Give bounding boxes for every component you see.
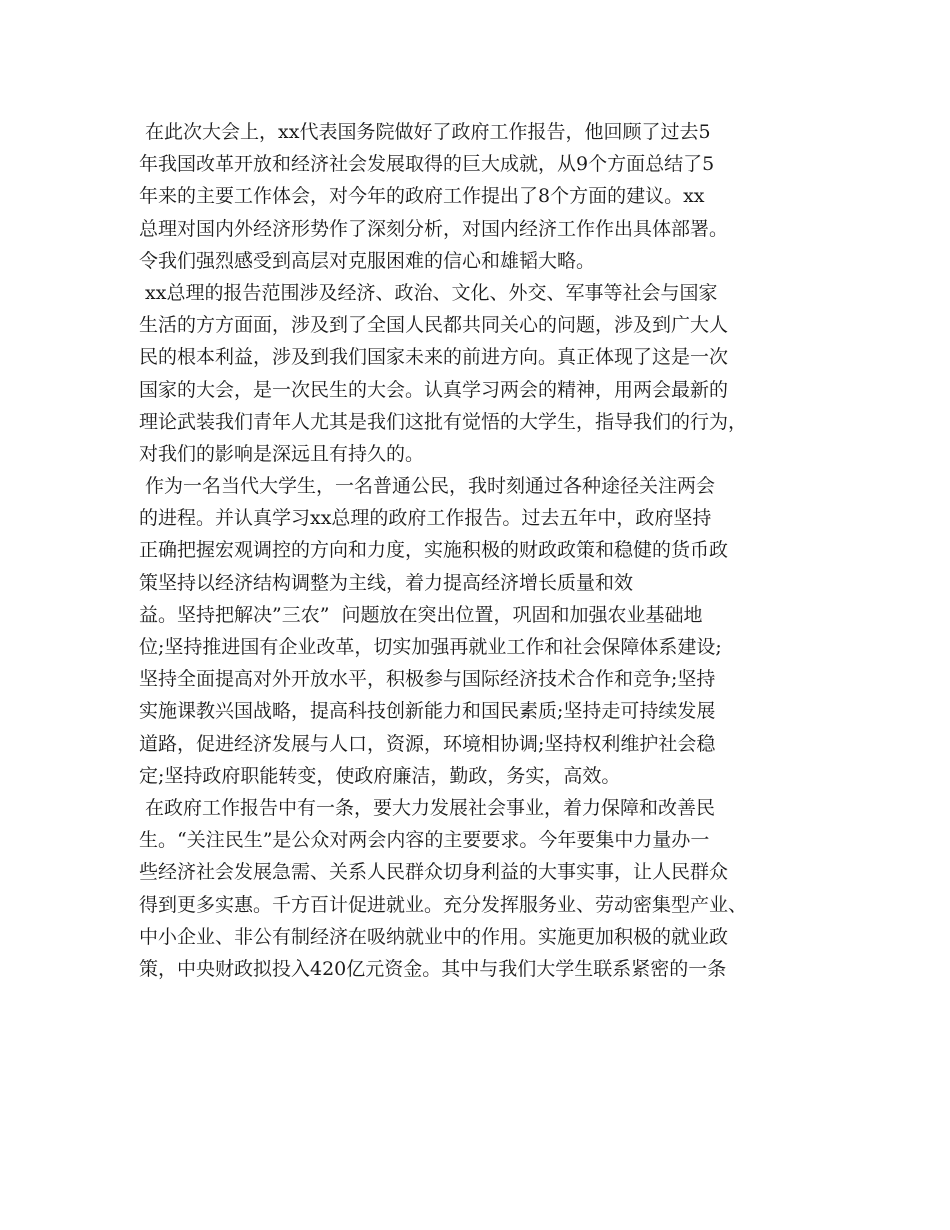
text-line: 中小企业、非公有制经济在吸纳就业中的作用。实施更加积极的就业政 [139, 925, 729, 948]
text-line: 实施课教兴国战略，提高科技创新能力和国民素质;坚持走可持续发展 [139, 700, 716, 723]
text-line: 作为一名当代大学生，一名普通公民，我时刻通过各种途径关注两会 [139, 475, 716, 498]
text-line: 理论武装我们青年人尤其是我们这批有觉悟的大学生，指导我们的行为， [139, 410, 748, 433]
text-line: 定;坚持政府职能转变，使政府廉洁，勤政，务实，高效。 [139, 764, 621, 787]
text-line: 生活的方方面面，涉及到了全国人民都共同关心的问题，涉及到广大人 [139, 314, 729, 337]
text-line: 坚持全面提高对外开放水平，积极参与国际经济技术合作和竞争;坚持 [139, 668, 716, 691]
text-line: 些经济社会发展急需、关系人民群众切身利益的大事实事，让人民群众 [139, 861, 729, 884]
text-line: 策坚持以经济结构调整为主线，着力提高经济增长质量和效 [139, 571, 634, 594]
text-line: 年来的主要工作体会，对今年的政府工作提出了8个方面的建议。xx [139, 185, 705, 208]
text-line: 道路，促进经济发展与人口，资源，环境相协调;坚持权利维护社会稳 [139, 732, 716, 755]
text-line: 益。坚持把解决”三农” 问题放在突出位置，巩固和加强农业基础地 [139, 603, 703, 626]
text-line: 在政府工作报告中有一条，要大力发展社会事业，着力保障和改善民 [139, 796, 716, 819]
text-line: 民的根本利益，涉及到我们国家未来的前进方向。真正体现了这是一次 [139, 346, 729, 369]
text-line: 得到更多实惠。千方百计促进就业。充分发挥服务业、劳动密集型产业、 [139, 893, 748, 916]
text-line: 策，中央财政拟投入420亿元资金。其中与我们大学生联系紧密的一条 [139, 957, 727, 980]
text-line: 国家的大会，是一次民生的大会。认真学习两会的精神，用两会最新的 [139, 378, 729, 401]
text-line: xx总理的报告范围涉及经济、政治、文化、外交、军事等社会与国家 [139, 281, 718, 304]
text-line: 总理对国内外经济形势作了深刻分析，对国内经济工作作出具体部署。 [139, 217, 729, 240]
text-line: 在此次大会上，xx代表国务院做好了政府工作报告，他回顾了过去5 [139, 121, 711, 143]
text-line: 生。“关注民生”是公众对两会内容的主要要求。今年要集中力量办一 [139, 829, 710, 852]
text-line: 位;坚持推进国有企业改革，切实加强再就业工作和社会保障体系建设; [139, 636, 722, 658]
text-line: 对我们的影响是深远且有持久的。 [139, 442, 425, 465]
text-line: 令我们强烈感受到高层对克服困难的信心和雄韬大略。 [139, 249, 596, 272]
text-line: 的进程。并认真学习xx总理的政府工作报告。过去五年中，政府坚持 [139, 507, 712, 530]
text-line: 正确把握宏观调控的方向和力度，实施积极的财政政策和稳健的货币政 [139, 539, 729, 562]
body-text [139, 116, 819, 985]
text-line: 年我国改革开放和经济社会发展取得的巨大成就，从9个方面总结了5 [139, 153, 715, 176]
